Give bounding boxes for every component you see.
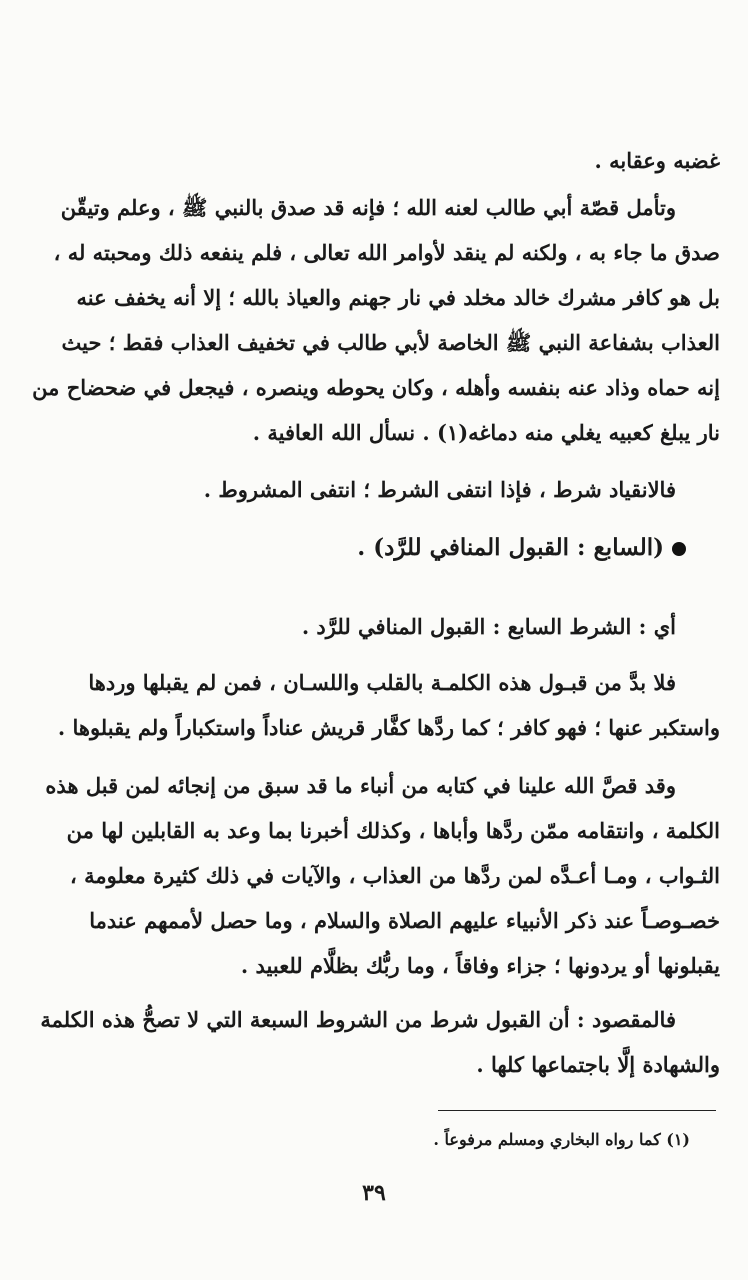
footnote-divider: [438, 1110, 716, 1111]
text-line: أي : الشرط السابع : القبول المنافي للرَّد .: [301, 614, 676, 639]
text-line: خصـوصـاً عند ذكر الأنبياء عليهم الصلاة والسلام ، وما حصل لأممهم عندما: [89, 908, 720, 933]
text-line: وقد قصَّ الله علينا في كتابه من أنباء ما قد سبق من إنجائه لمن قبل هذه: [45, 773, 676, 798]
text-line: واستكبر عنها ؛ فهو كافر ؛ كما ردَّها كفَّار قريش عناداً واستكباراً ولم يقبلوها .: [57, 715, 720, 740]
text-line: إنه حماه وذاد عنه بنفسه وأهله ، وكان يحوطه وينصره ، فيجعل في ضحضاح من: [32, 375, 720, 400]
text-line: فالانقياد شرط ، فإذا انتفى الشرط ؛ انتفى المشروط .: [203, 477, 676, 502]
text-line: فلا بدَّ من قبـول هذه الكلمـة بالقلب واللسـان ، فمن لم يقبلها وردها: [88, 670, 676, 695]
text-line: يقبلونها أو يردونها ؛ جزاء وفاقاً ، وما ربُّك بظلَّام للعبيد .: [240, 953, 720, 978]
text-line: بل هو كافر مشرك خالد مخلد في نار جهنم والعياذ بالله ؛ إلا أنه يخفف عنه: [76, 285, 720, 310]
bullet-icon: [672, 542, 686, 556]
text-line: صدق ما جاء به ، ولكنه لم ينقد لأوامر الله تعالى ، فلم ينفعه ذلك ومحبته له ،: [53, 240, 720, 265]
text-line: الكلمة ، وانتقامه ممّن ردَّها وأباها ، وكذلك أخبرنا بما وعد به القابلين لها من: [66, 818, 720, 843]
heading-text: (السابع : القبول المنافي للرَّد) .: [357, 534, 664, 561]
paragraph-conclusion: [30, 997, 720, 1087]
text-line: غضبه وعقابه .: [594, 148, 720, 173]
text-line: نار يبلغ كعبيه يغلي منه دماغه(١) . نسأل الله العافية .: [252, 420, 720, 445]
paragraph-stories: [30, 763, 720, 988]
top-line: [30, 138, 720, 183]
footnote: (١) كما رواه البخاري ومسلم مرفوعاً .: [433, 1130, 690, 1149]
paragraph-acceptance: [30, 660, 720, 750]
text-line: فالمقصود : أن القبول شرط من الشروط السبعة التي لا تصحُّ هذه الكلمة: [40, 1007, 676, 1032]
paragraph-abu-talib: [30, 185, 720, 455]
text-line: العذاب بشفاعة النبي ﷺ الخاصة لأبي طالب في تخفيف العذاب فقط ؛ حيث: [61, 330, 720, 355]
text-line: وتأمل قصّة أبي طالب لعنه الله ؛ فإنه قد صدق بالنبي ﷺ ، وعلم وتيقّن: [60, 195, 676, 220]
text-line: والشهادة إلَّا باجتماعها كلها .: [476, 1052, 720, 1077]
section-heading: [357, 534, 686, 561]
text-line: الثـواب ، ومـا أعـدَّه لمن ردَّها من العذاب ، والآيات في ذلك كثيرة معلومة ،: [70, 863, 720, 888]
page-number: ٣٩: [362, 1180, 386, 1206]
paragraph-condition-summary: [30, 467, 720, 512]
paragraph-seventh-condition: [30, 604, 720, 649]
